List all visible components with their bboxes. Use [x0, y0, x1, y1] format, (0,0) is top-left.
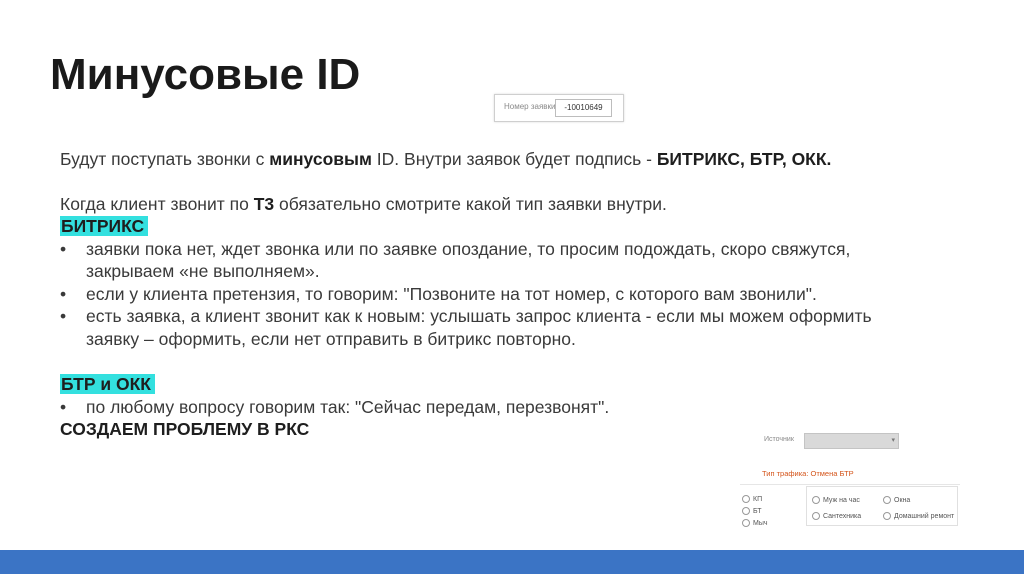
- footer-bar: [0, 550, 1024, 574]
- divider: [740, 484, 960, 485]
- bullet-mark: •: [60, 283, 67, 304]
- bullet-mark: •: [60, 396, 67, 417]
- intro-bold: минусовым: [269, 149, 372, 169]
- source-label: Источник: [764, 436, 794, 443]
- slide-body: [60, 148, 920, 441]
- bullet-text: заявки пока нет, ждет звонка или по заявке опоздание, то просим подождать, скоро свяжутся, закрываем «не выполняем».: [86, 238, 851, 281]
- order-number-screenshot: [494, 94, 624, 122]
- intro-bold-2: БИТРИКС, БТР, ОКК.: [656, 149, 832, 169]
- option: Муж на час: [812, 496, 860, 504]
- traffic-screenshot: [740, 466, 960, 528]
- intro-text-2: ID. Внутри заявок будет подпись -: [371, 149, 657, 169]
- source-select: [804, 433, 899, 449]
- order-number-value: -10010649: [555, 99, 612, 117]
- radio-icon: [742, 519, 750, 527]
- slide-title: Минусовые ID: [50, 50, 361, 99]
- btr-heading: БТР и ОКК: [60, 374, 155, 394]
- chevron-down-icon: ▾: [891, 437, 895, 444]
- bullet-mark: •: [60, 238, 67, 259]
- bullet-text: если у клиента претензия, то говорим: "Позвоните на тот номер, с которого вам звонили".: [86, 283, 817, 304]
- order-number-label: Номер заявки: [504, 102, 556, 111]
- t3-text-2: обязательно смотрите какой тип заявки внутри.: [274, 193, 667, 214]
- left-item: КП: [742, 495, 762, 503]
- options-box: [806, 486, 958, 526]
- bullet-mark: •: [60, 306, 67, 326]
- radio-icon: [742, 507, 750, 515]
- bullet-text: по любому вопросу говорим так: "Сейчас передам, перезвонят".: [86, 396, 610, 417]
- option: Домашний ремонт: [883, 512, 954, 520]
- intro-paragraph: [60, 148, 920, 171]
- t3-text: Когда клиент звонит по: [60, 193, 254, 214]
- option: Окна: [883, 496, 910, 504]
- btr-bullet: [60, 396, 920, 419]
- t3-bold: Т3: [253, 193, 275, 214]
- bullet-text: есть заявка, а клиент звонит как к новым: услышать запрос клиента - если мы можем оформить заявку – оформить, если нет отправить в битрикс повторно.: [86, 306, 872, 349]
- left-item: БТ: [742, 507, 762, 515]
- radio-icon: [883, 512, 891, 520]
- left-item: Мыч: [742, 519, 768, 527]
- option: Сантехника: [812, 512, 861, 520]
- traffic-type-label: Тип трафика: Отмена БТР: [762, 469, 854, 478]
- source-screenshot: [754, 432, 902, 450]
- radio-icon: [812, 496, 820, 504]
- radio-icon: [742, 495, 750, 503]
- intro-text: Будут поступать звонки с: [60, 149, 270, 169]
- bitrix-bullet: [60, 283, 920, 306]
- radio-icon: [883, 496, 891, 504]
- bitrix-bullet: [60, 305, 920, 350]
- radio-icon: [812, 512, 820, 520]
- bitrix-bullet: [60, 238, 920, 283]
- t3-paragraph: [60, 193, 920, 216]
- create-problem-line: СОЗДАЕМ ПРОБЛЕМУ В РКС: [60, 419, 310, 439]
- bitrix-heading: БИТРИКС: [60, 216, 148, 236]
